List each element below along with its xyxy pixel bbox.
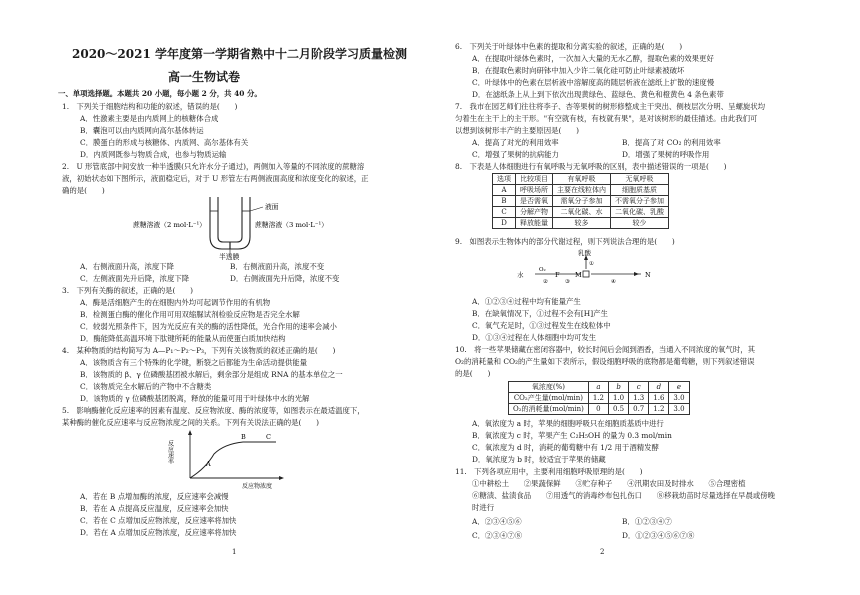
table-header-cell: 选项 [493,174,516,185]
option: C．膜蛋白的形成与核糖体、内质网、高尔基体有关 [80,138,249,147]
option: A．右侧液面升高，浓度下降 [80,262,175,271]
table-cell: O₂的消耗量(mol/min) [509,404,589,415]
step-4-label: ④ [611,279,616,285]
table-cell: 3.0 [669,404,689,415]
option: A．性激素主要是由内质网上的核糖体合成 [80,114,219,123]
page-number: 1 [232,548,237,556]
option: B．①②③④⑦ [622,517,672,526]
question-stem: 匀着生在主干上的主干形。"有空就有枝，有枝就有果"，是对该树形的最佳描述。由此我们可 [455,114,758,123]
m-label: M [575,271,582,279]
step-3-label: ③ [565,279,570,285]
question-stem: 8. 下表是人体细胞进行有氧呼吸与无氧呼吸的区别，表中描述错误的一项是( ) [455,162,727,171]
exam-page-2 [430,0,860,595]
table-header-cell: 有氧呼吸 [553,174,611,185]
table-row [493,185,669,196]
table-cell: 3.0 [669,393,689,404]
option: C．氧气充足时，①③过程发生在线粒体中 [472,321,611,330]
option: B．右侧液面升高，浓度不变 [230,262,325,271]
option: B．囊泡可以由内质网向高尔基体转运 [80,126,204,135]
exam-title: 2020～2021 学年度第一学期省熟中十二月阶段学习质量检测 [72,47,407,61]
table-cell: 细胞质基质 [611,185,669,196]
option: A．②③④⑤⑥ [472,517,522,526]
table-header-cell: 比较项目 [516,174,553,185]
option: D．若在 A 点增加反应物浓度，反应速率将加快 [80,528,237,537]
exam-subtitle: 高一生物试卷 [168,70,241,84]
option: C．较弱光照条件下，因为光反应有关的酶的活性降低，光合作用的速率会减小 [80,322,337,331]
option: D．增强了果树的呼吸作用 [622,150,710,159]
table-header-cell: c [629,382,649,393]
oxygen-label: O₂ [539,267,546,273]
option: A．在提取叶绿体色素时，一次加入大量的无水乙醇，提取色素的效果更好 [472,54,714,63]
option: B．该物质的 β、γ 位磷酸基团被水解后，剩余部分是组成 RNA 的基本单位之一 [80,370,343,379]
page-number: 2 [600,548,605,556]
question-stem: 2. U 形管底部中间安放一种半透膜(只允许水分子通过)，两侧加入等量的不同浓度的蔗糖溶 [62,162,365,171]
option: A．若在 B 点增加酶的浓度，反应速率会减慢 [80,492,229,501]
option: B．氧浓度为 c 时，苹果产生 C₂H₅OH 的量为 0.3 mol/min [472,431,672,440]
option: D．①③④过程在人体细胞中均可发生 [472,333,597,342]
table-cell: 释放能量 [516,218,553,229]
table-cell: 1.2 [588,393,608,404]
table-row [493,207,669,218]
question-stem: 7. 我市在园艺师们往往将李子、杏等果树的树形修整成主干突出、侧枝层次分明、呈螺旋状均 [455,102,766,111]
water-label: 水 [517,271,524,279]
table-cell: 1.2 [649,404,669,415]
option: A．氧浓度为 a 时，苹果的细胞呼吸只在细胞质基质中进行 [472,419,664,428]
question-stem: ①中耕松土 ②果蔬保鲜 ③贮存种子 ④汛期农田及时排水 ⑤合理密植 [472,479,746,488]
table-cell: 分解产物 [516,207,553,218]
table-cell: C [493,207,516,218]
lactic-acid-label: 乳酸 [578,249,591,257]
n-label: N [645,271,651,279]
question-stem: 10. 将一些苹果储藏在密闭容器中，较长时间后会闻到酒香，当通入不同浓度的氧气时，其 [455,345,755,354]
f-label: F [555,271,560,279]
table-header-cell: d [649,382,669,393]
table-cell: 0 [588,404,608,415]
right-solution-label: 蔗糖溶液（3 mol·L⁻¹） [255,221,328,229]
table-cell: 0.5 [608,404,628,415]
table-cell: 不需氧分子参加 [611,196,669,207]
question-stem: 以想到该树形丰产的主要原因是( ) [455,126,580,135]
enzyme-rate-graph [168,428,288,490]
left-solution-label: 蔗糖溶液（2 mol·L⁻¹） [133,221,206,229]
table-cell: 二氧化碳、乳酸 [611,207,669,218]
option: C．左侧液面先升后降，浓度下降 [80,274,190,283]
option: D．内质网既参与物质合成，也参与物质运输 [80,150,227,159]
question-stem: 的是( ) [455,369,491,378]
question-stem: 3. 下列有关酶的叙述，正确的是( ) [62,286,194,295]
option: B．提高了对 CO₂ 的利用效率 [622,138,721,147]
oxygen-table [508,381,690,415]
section-heading: 一、单项选择题。本题共 20 小题，每小题 2 分，共 40 分。 [58,89,262,98]
option: D．该物质的 γ 位磷酸基团脱离，释放的能量可用于叶绿体中水的光解 [80,394,310,403]
table-header-row [493,174,669,185]
membrane-label: 半透膜 [219,253,240,261]
option: C．若在 C 点增加反应物浓度，反应速率将加快 [80,516,237,525]
point-c-label: C [266,433,271,441]
question-stem: 1. 下列关于细胞结构和功能的叙述，错误的是( ) [62,102,238,111]
table-cell: 1.6 [649,393,669,404]
y-axis-label: 反应速率 [166,440,174,464]
table-header-cell: e [669,382,689,393]
option: B．在缺氧情况下，①过程不会有[H]产生 [472,309,608,318]
option: D．右侧液面先升后降，浓度不变 [230,274,340,283]
option: A．提高了对光的利用效率 [472,138,559,147]
table-cell: 1.0 [608,393,628,404]
u-tube-figure [133,193,335,261]
table-cell: 需氧分子参加 [553,196,611,207]
question-stem: 4. 某种物质的结构简写为 A—P₁～P₂～P₃，下列有关该物质的叙述正确的是( ) [62,346,336,355]
table-header-cell: 无氧呼吸 [611,174,669,185]
question-stem: 液，初始状态如下图所示，液面稳定后，对于 U 形管左右两侧液面高度和浓度变化的叙述，正 [62,174,369,183]
question-stem: 9. 如图表示生物体内的部分代谢过程，则下列说法合理的是( ) [455,237,675,246]
question-stem: O₂的消耗量和 CO₂的产生量如下表所示，假设细胞呼吸的底物都是葡萄糖，则下列叙述错误 [455,357,755,366]
option: D．氧浓度为 b 时，较适宜于苹果的储藏 [472,455,606,464]
liquid-level-label: 液面 [265,203,279,211]
table-cell: 1.3 [629,393,649,404]
table-cell: 较少 [611,218,669,229]
option: C．氧浓度为 d 时，消耗的葡萄糖中有 1/2 用于酒精发酵 [472,443,659,452]
table-cell: 主要在线粒体内 [553,185,611,196]
table-header-row [509,382,690,393]
metabolism-diagram [515,247,665,293]
option: A．酶是活细胞产生的在细胞内外均可起调节作用的有机物 [80,298,271,307]
option: B．在提取色素时向研钵中加入少许二氧化硅可防止叶绿素被破坏 [472,66,685,75]
table-row [509,393,690,404]
question-stem: 某种酶的催化反应速率与反应物浓度之间的关系。下列有关说法正确的是( ) [62,418,320,427]
option: D．①②③④⑤⑥⑦⑧ [622,531,695,540]
table-cell: B [493,196,516,207]
table-cell: 是否需氧 [516,196,553,207]
table-header-cell: b [608,382,628,393]
option: B．若在 A 点提高反应温度，反应速率会加快 [80,504,229,513]
table-cell: 较多 [553,218,611,229]
point-a-label: A [206,460,211,468]
table-cell: D [493,218,516,229]
option: A．该物质含有三个特殊的化学键，断裂之后都能为生命活动提供能量 [80,358,308,367]
question-stem: ⑥糖渍、盐渍食品 ⑦用透气的消毒纱布包扎伤口 ⑧移栽幼苗时尽量选择在早晨或傍晚 [472,491,776,500]
table-header-cell: 氧浓度(%) [509,382,589,393]
table-row [509,404,690,415]
table-row [493,218,669,229]
step-2-label: ② [543,279,548,285]
question-stem: 6. 下列关于叶绿体中色素的提取和分离实验的叙述，正确的是( ) [455,42,683,51]
point-b-label: B [241,433,246,441]
option: C．增强了果树的抗病能力 [472,150,559,159]
step-1-label: ① [589,261,594,267]
table-cell: A [493,185,516,196]
question-stem: 5. 影响酶催化反应速率的因素有温度、反应物浓度、酶的浓度等，如图表示在最适温度下， [62,406,365,415]
table-header-cell: a [588,382,608,393]
option: C．叶绿体中的色素在层析液中溶解度高的随层析液在滤纸上扩散的速度慢 [472,78,715,87]
table-cell: 0.7 [629,404,649,415]
respiration-table [492,173,669,229]
option: C．②③④⑦⑧ [472,531,522,540]
option: D．在滤纸条上从上到下依次出现黄绿色、蓝绿色、黄色和橙黄色 4 条色素带 [472,90,724,99]
table-cell: 二氧化碳、水 [553,207,611,218]
option: D．酶能降低高温环境下肽键所耗的能量从而使蛋白质加快结构 [80,334,286,343]
question-stem: 时进行 [472,503,495,512]
question-stem: 确的是( ) [62,186,105,195]
option: A．①②③④过程中均有能量产生 [472,297,581,306]
question-stem: 11. 下列各项应用中，主要利用细胞呼吸原理的是( ) [455,467,643,476]
table-row [493,196,669,207]
option: B．检测蛋白酶的催化作用可用双缩脲试剂检验反应物是否完全水解 [80,310,300,319]
option: C．该物质完全水解后的产物中不含糖类 [80,382,212,391]
table-cell: CO₂产生量(mol/min) [509,393,589,404]
table-cell: 呼吸场所 [516,185,553,196]
x-axis-label: 反应物浓度 [242,483,273,490]
